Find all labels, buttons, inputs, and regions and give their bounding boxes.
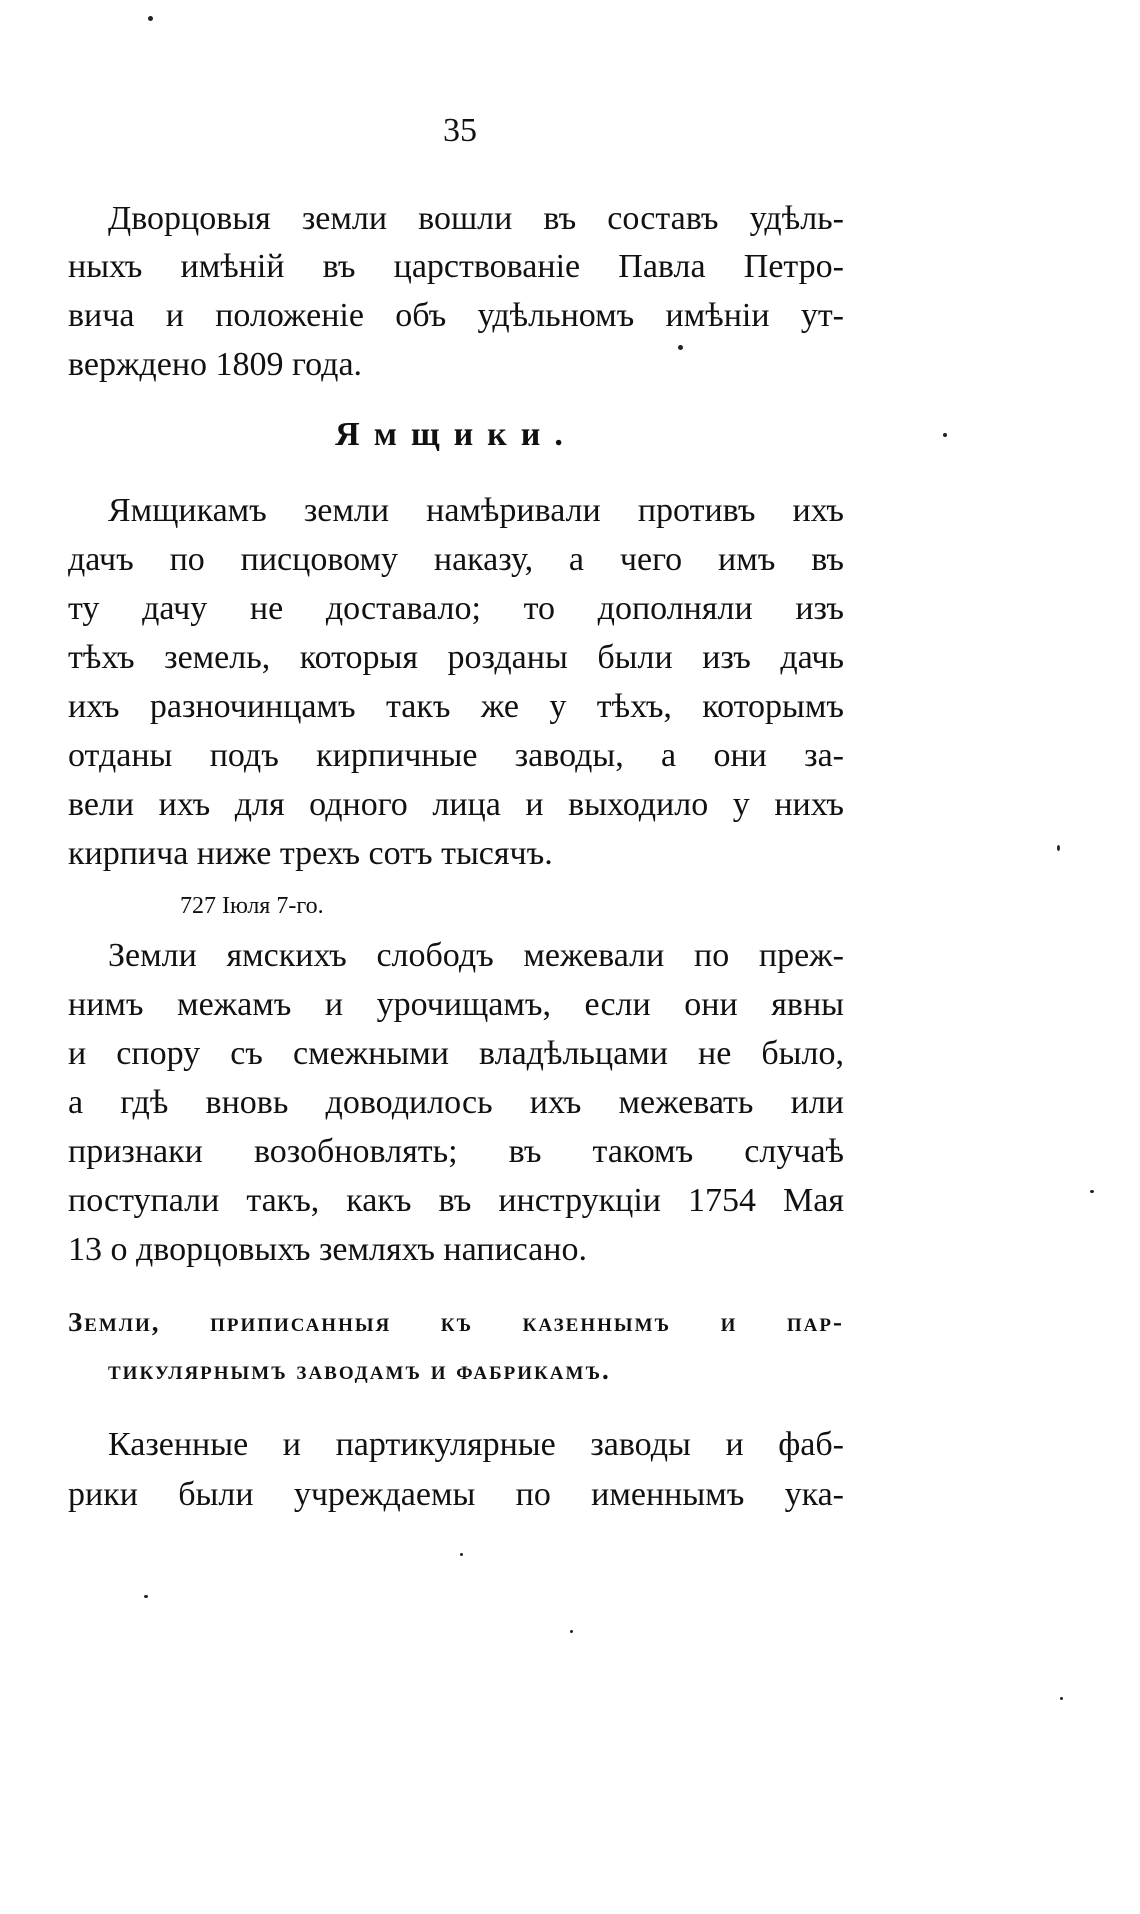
scan-speck <box>460 1553 463 1556</box>
scan-speck <box>678 345 683 350</box>
intro-line-2: ныхъ имѣнiй въ царствованiе Павла Петро- <box>68 248 844 285</box>
section-heading-zavody-line-1: Земли, приписанныя къ казеннымъ и пар- <box>68 1307 844 1337</box>
intro-line-4: верждено 1809 года. <box>68 346 363 383</box>
scan-speck <box>1057 845 1060 851</box>
page-number: 35 <box>443 112 477 149</box>
scan-speck <box>1060 1697 1063 1700</box>
para2-line-2: нимъ межамъ и урочищамъ, если они явны <box>68 986 844 1023</box>
date-note: 727 Iюля 7-го. <box>180 893 324 919</box>
para2-line-5: признаки возобновлять; въ такомъ случаѣ <box>68 1133 844 1170</box>
para1-line-6: отданы подъ кирпичные заводы, а они за- <box>68 737 844 774</box>
para1-line-8: кирпича ниже трехъ сотъ тысячъ. <box>68 835 553 872</box>
para3-line-2: рики были учреждаемы по именнымъ ука- <box>68 1476 844 1513</box>
para1-line-2: дачъ по писцовому наказу, а чего имъ въ <box>68 541 844 578</box>
para1-line-3: ту дачу не доставало; то дополняли изъ <box>68 590 844 627</box>
section-heading-zavody-line-2: тикулярнымъ заводамъ и фабрикамъ. <box>108 1355 611 1385</box>
para2-line-3: и спору съ смежными владѣльцами не было, <box>68 1035 844 1072</box>
scan-speck <box>1090 1190 1094 1193</box>
para2-line-7: 13 о дворцовыхъ земляхъ написано. <box>68 1231 587 1268</box>
para1-line-4: тѣхъ земель, которыя розданы были изъ дачь <box>68 639 844 676</box>
intro-line-1: Дворцовыя земли вошли въ составъ удѣль- <box>108 200 844 237</box>
section-heading-yamshchiki: Ямщики. <box>335 416 577 453</box>
para3-line-1: Казенные и партикулярные заводы и фаб- <box>108 1426 844 1463</box>
intro-line-3: вича и положенiе объ удѣльномъ имѣнiи ут- <box>68 297 844 334</box>
para1-line-5: ихъ разночинцамъ такъ же у тѣхъ, которымъ <box>68 688 844 725</box>
scan-speck <box>148 16 153 21</box>
para2-line-6: поступали такъ, какъ въ инструкцiи 1754 Мая <box>68 1182 844 1219</box>
scan-speck <box>570 1630 573 1633</box>
para1-line-7: вели ихъ для одного лица и выходило у нихъ <box>68 786 844 823</box>
para1-line-1: Ямщикамъ земли намѣривали противъ ихъ <box>108 492 844 529</box>
para2-line-4: а гдѣ вновь доводилось ихъ межевать или <box>68 1084 844 1121</box>
scan-speck <box>943 433 947 437</box>
scan-speck <box>144 1595 148 1598</box>
para2-line-1: Земли ямскихъ слободъ межевали по преж- <box>108 937 844 974</box>
